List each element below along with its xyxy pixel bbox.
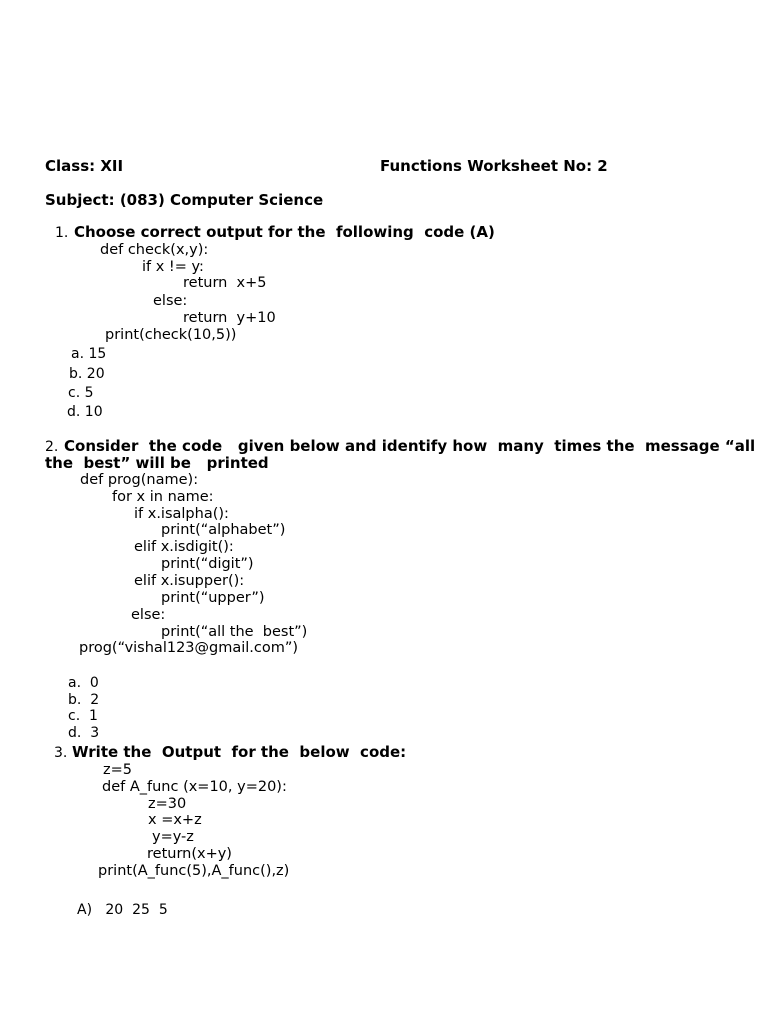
q1-code-line: return y+10 — [183, 310, 276, 326]
q3-code-line: print(A_func(5),A_func(),z) — [98, 863, 290, 879]
q1-code-line: if x != y: — [142, 259, 204, 275]
q2-code-line: def prog(name): — [80, 472, 199, 488]
q2-code-line: print(“all the best”) — [161, 624, 308, 640]
q2-code-line: elif x.isdigit(): — [134, 539, 234, 555]
q2-option: c. 1 — [68, 708, 98, 724]
q2-code-line: for x in name: — [112, 489, 214, 505]
q3-text: Write the Output for the below code: — [72, 743, 407, 761]
q3-number: 3. — [54, 745, 68, 761]
q2-option: b. 2 — [68, 692, 100, 708]
q3-code-line: x =x+z — [148, 812, 202, 828]
q3-code-line: def A_func (x=10, y=20): — [102, 779, 287, 795]
q3-code-line: z=5 — [103, 762, 132, 778]
q1-option: d. 10 — [67, 404, 103, 420]
q3-code-line: z=30 — [148, 796, 187, 812]
q2-code-line: print(“alphabet”) — [161, 522, 286, 538]
q2-code-line: else: — [131, 607, 166, 623]
q1-code-line: else: — [153, 293, 188, 309]
q3-code-line: y=y-z — [152, 829, 194, 845]
class-label: Class: XII — [45, 157, 124, 175]
q3-option: A) 20 25 5 — [77, 902, 168, 918]
q1-option: a. 15 — [71, 346, 107, 362]
q1-code-line: print(check(10,5)) — [105, 327, 237, 343]
q2-code-line: prog(“vishal123@gmail.com”) — [79, 640, 299, 656]
q2-number: 2. — [45, 439, 59, 455]
q3-code-line: return(x+y) — [147, 846, 232, 862]
q2-code-line: elif x.isupper(): — [134, 573, 245, 589]
worksheet-title: Functions Worksheet No: 2 — [380, 157, 608, 175]
q1-option: b. 20 — [69, 366, 105, 382]
q2-text-line2: the best” will be printed — [45, 454, 269, 472]
q2-option: d. 3 — [68, 725, 100, 741]
q1-code-line: return x+5 — [183, 275, 267, 291]
q2-code-line: print(“upper”) — [161, 590, 265, 606]
q2-text-line1: Consider the code given below and identify how many times the message “all — [64, 437, 756, 455]
q2-code-line: if x.isalpha(): — [134, 506, 229, 522]
subject-line: Subject: (083) Computer Science — [45, 191, 324, 209]
q1-number: 1. — [55, 225, 69, 241]
q2-code-line: print(“digit”) — [161, 556, 254, 572]
q1-option: c. 5 — [68, 385, 94, 401]
q1-text: Choose correct output for the following code (A) — [74, 223, 495, 241]
q1-code-line: def check(x,y): — [100, 242, 209, 258]
q2-option: a. 0 — [68, 675, 99, 691]
